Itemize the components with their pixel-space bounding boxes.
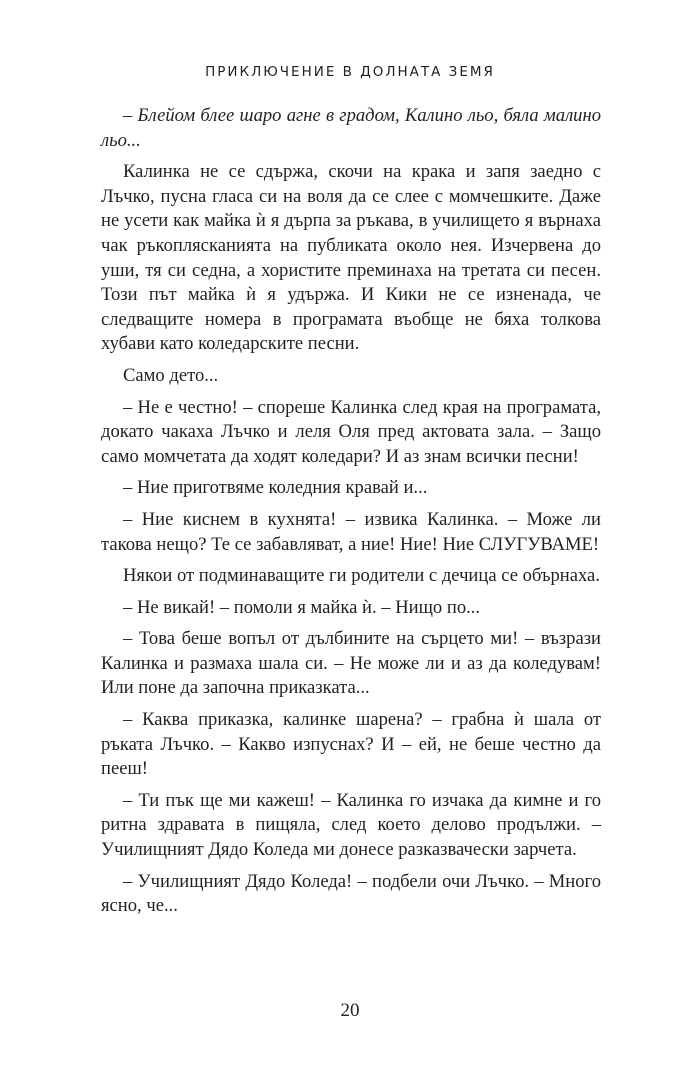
paragraph: Калинка не се сдържа, скочи на крака и запя заедно с Лъчко, пусна гласа си на воля да се слее с момчешките. Даже не усети как майка ѝ я дърпа за ръкава, в училището я върнаха чак ръкоплясканията на публиката около нея. Изчервена до уши, тя си седна, а хористите преминаха на третата си песен. Този път майка ѝ я удържа. И Кики не се изненада, че следващите номера в програмата въобще не бяха толкова хубави като коледарските песни. xyxy=(101,161,601,355)
paragraph: – Не викай! – помоли я майка ѝ. – Нищо по... xyxy=(123,596,481,618)
body-text xyxy=(101,104,601,926)
paragraph: Само дето... xyxy=(123,364,219,386)
page-number: 20 xyxy=(340,1000,360,1021)
paragraph: – Каква приказка, калинке шарена? – грабна ѝ шала от ръката Лъчко. – Какво изпуснах? И – ей, не беше честно да пееш! xyxy=(101,709,601,780)
running-title: ПРИКЛЮЧЕНИЕ В ДОЛНАТА ЗЕМЯ xyxy=(205,64,495,80)
paragraph: – Училищният Дядо Коледа! – подбели очи Лъчко. – Много ясно, че... xyxy=(101,870,601,917)
paragraph-song-quote: – Блейом блее шаро агне в градом, Калино льо, бяла малино льо... xyxy=(101,105,601,151)
paragraph: – Ние киснем в кухнята! – извика Калинка. – Може ли такова нещо? Те се забавляват, а ние! Ние! Ние СЛУГУВАМЕ! xyxy=(101,508,601,555)
paragraph: – Ти пък ще ми кажеш! – Калинка го изчака да кимне и го ритна здравата в пищяла, след което делово продължи. – Училищният Дядо Коледа ми донесе разказвачески зарчета. xyxy=(101,789,601,861)
paragraph: Някои от подминаващите ги родители с дечица се обърнаха. xyxy=(123,565,600,587)
paragraph: – Това беше вопъл от дълбините на сърцето ми! – възрази Калинка и размаха шала си. – Не може ли и аз да коледувам! Или поне да започна приказката... xyxy=(101,628,601,699)
paragraph: – Ние приготвяме коледния кравай и... xyxy=(123,477,428,499)
paragraph: – Не е честно! – спореше Калинка след края на програмата, докато чакаха Лъчко и леля Оля пред актовата зала. – Защо само момчетата да ходят коледари? И аз знам всички песни! xyxy=(101,396,601,467)
